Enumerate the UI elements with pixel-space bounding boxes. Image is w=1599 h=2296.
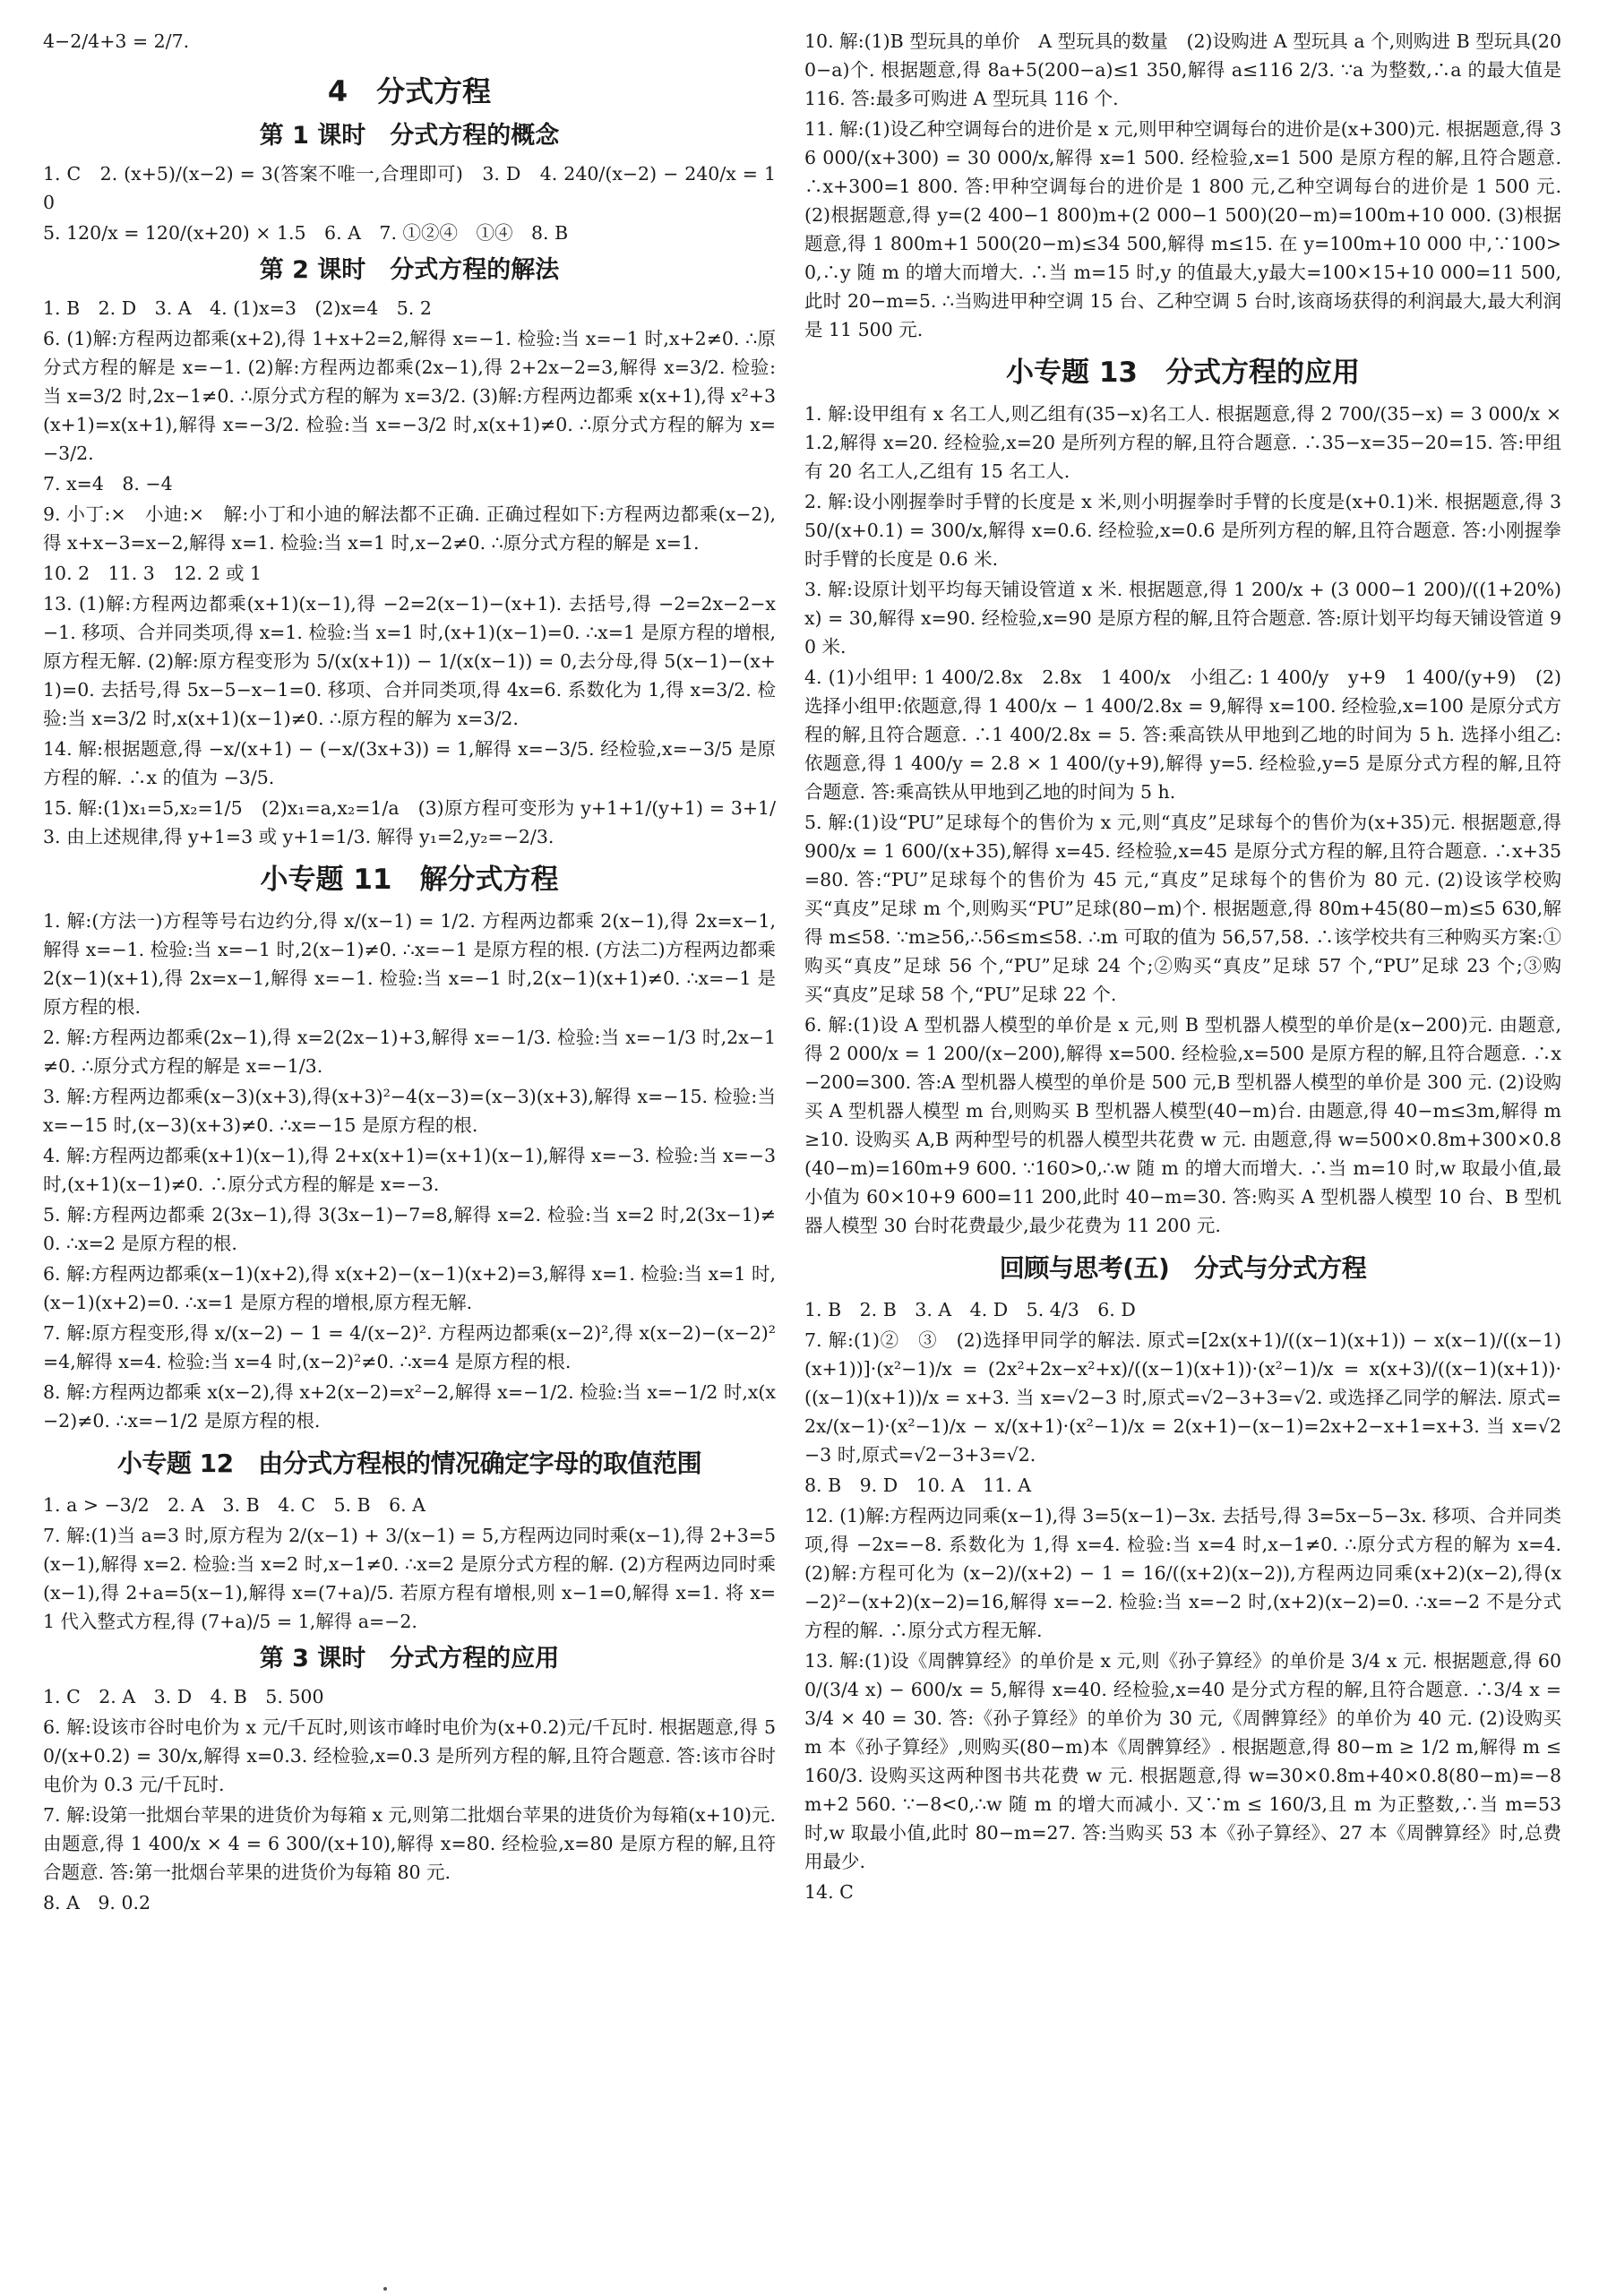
answer-block: 6. (1)解:方程两边都乘(x+2),得 1+x+2=2,解得 x=−1. 检验:当 x=−1 时,x+2≠0. ∴原分式方程的解是 x=−1. (2)解:方程两边都乘(2x−1),得 2+2x−2=3,解得 x=3/2. 检验:当 x=3/2 时,2x−1≠0. ∴原分式方程的解为 x=3/2. (3)解:方程两边都乘 x(x+1),得 x²+3(x+1)=x(x+1),解得 x=−3/2. 检验:当 x=−3/2 时,x(x+1)≠0. ∴原分式方程的解为 x=−3/2.: [43, 328, 776, 464]
left-column: [43, 27, 776, 2278]
lesson-title: 第 3 课时 分式方程的应用: [259, 1645, 560, 1673]
answer-block: 6. 解:(1)设 A 型机器人模型的单价是 x 元,则 B 型机器人模型的单价是(x−200)元. 由题意,得 2 000/x = 1 200/(x−200),解得 x=500. 经检验,x=500 是原方程的解,且符合题意. ∴x−200=300. 答:A 型机器人模型的单价是 500 元,B 型机器人模型的单价是 300 元. (2)设购买 A 型机器人模型 m 台,则购买 B 型机器人模型(40−m)台. 由题意,得 40−m≤3m,解得 m≥10. 设购买 A,B 两种型号的机器人模型共花费 w 元. 由题意,得 w=500×0.8m+300×0.8(40−m)=160m+9 600. ∵160>0,∴w 随 m 的增大而增大. ∴当 m=10 时,w 取最小值,最小值为 60×10+9 600=11 200,此时 40−m=30. 答:购买 A 型机器人模型 10 台、B 型机器人模型 30 台时花费最少,最少花费为 11 200 元.: [804, 1014, 1561, 1236]
answer-block: 7. 解:原方程变形,得 x/(x−2) − 1 = 4/(x−2)². 方程两边都乘(x−2)²,得 x(x−2)−(x−2)²=4,解得 x=4. 检验:当 x=4 时,(x−2)²≠0. ∴x=4 是原方程的根.: [43, 1322, 776, 1372]
answer-block: 2. 解:方程两边都乘(2x−1),得 x=2(2x−1)+3,解得 x=−1/3. 检验:当 x=−1/3 时,2x−1≠0. ∴原分式方程的解是 x=−1/3.: [43, 1027, 776, 1077]
answer-block: 1. 解:(方法一)方程等号右边约分,得 x/(x−1) = 1/2. 方程两边都乘 2(x−1),得 2x=x−1,解得 x=−1. 检验:当 x=−1 时,2(x−1)≠0. ∴x=−1 是原方程的根. (方法二)方程两边都乘 2(x−1)(x+1),得 2x=x−1,解得 x=−1. 检验:当 x=−1 时,2(x−1)(x+1)≠0. ∴x=−1 是原方程的根.: [43, 910, 776, 1018]
right-column: [804, 27, 1561, 2278]
answer-block: 7. 解:设第一批烟台苹果的进货价为每箱 x 元,则第二批烟台苹果的进货价为每箱(x+10)元. 由题意,得 1 400/x × 4 = 6 300/(x+10),解得 x=80. 经检验,x=80 是原方程的解,且符合题意. 答:第一批烟台苹果的进货价为每箱 80 元.: [43, 1804, 776, 1883]
answer-block: 6. 解:设该市谷时电价为 x 元/千瓦时,则该市峰时电价为(x+0.2)元/千瓦时. 根据题意,得 50/(x+0.2) = 30/x,解得 x=0.3. 经检验,x=0.3 是所列方程的解,且符合题意. 答:该市谷时电价为 0.3 元/千瓦时.: [43, 1716, 776, 1795]
answer-block: 15. 解:(1)x₁=5,x₂=1/5 (2)x₁=a,x₂=1/a (3)原方程可变形为 y+1+1/(y+1) = 3+1/3. 由上述规律,得 y+1=3 或 y+1=1/3. 解得 y₁=2,y₂=−2/3.: [43, 797, 776, 847]
answer-block: 5. 解:方程两边都乘 2(3x−1),得 3(3x−1)−7=8,解得 x=2. 检验:当 x=2 时,2(3x−1)≠0. ∴x=2 是原方程的根.: [43, 1204, 776, 1254]
answer-block: 9. 小丁:× 小迪:× 解:小丁和小迪的解法都不正确. 正确过程如下:方程两边都乘(x−2),得 x+x−3=x−2,解得 x=1. 检验:当 x=1 时,x−2≠0. ∴原分式方程的解是 x=1.: [43, 503, 776, 554]
answer-block: 6. 解:方程两边都乘(x−1)(x+2),得 x(x+2)−(x−1)(x+2)=3,解得 x=1. 检验:当 x=1 时,(x−1)(x+2)=0. ∴x=1 是原方程的增根,原方程无解.: [43, 1263, 776, 1313]
answer-block: 4. (1)小组甲: 1 400/2.8x 2.8x 1 400/x 小组乙: 1 400/y y+9 1 400/(y+9) (2)选择小组甲:依题意,得 1 400/x − 1 400/2.8x = 9,解得 x=100. 经检验,x=100 是原分式方程的解,且符合题意. ∴1 400/2.8x = 5. 答:乘高铁从甲地到乙地的时间为 5 h. 选择小组乙:依题意,得 1 400/y = 2.8 × 1 400/(y+9),解得 y=5. 经检验,y=5 是原分式方程的解,且符合题意. 答:乘高铁从甲地到乙地的时间为 5 h.: [804, 666, 1561, 803]
topic-title: 回顾与思考(五) 分式与分式方程: [999, 1253, 1367, 1283]
answer-block: 10. 解:(1)B 型玩具的单价 A 型玩具的数量 (2)设购进 A 型玩具 a 个,则购进 B 型玩具(200−a)个. 根据题意,得 8a+5(200−a)≤1 350,解得 a≤116 2/3. ∵a 为整数,∴a 的最大值是 116. 答:最多可购进 A 型玩具 116 个.: [804, 30, 1561, 109]
answer-block: 4. 解:方程两边都乘(x+1)(x−1),得 2+x(x+1)=(x+1)(x−1),解得 x=−3. 检验:当 x=−3 时,(x+1)(x−1)≠0. ∴原分式方程的解是 x=−3.: [43, 1145, 776, 1195]
lesson-title: 第 2 课时 分式方程的解法: [259, 256, 560, 284]
answer-block: 3. 解:设原计划平均每天铺设管道 x 米. 根据题意,得 1 200/x + (3 000−1 200)/((1+20%)x) = 30,解得 x=90. 经检验,x=90 是原方程的解,且符合题意. 答:原计划平均每天铺设管道 90 米.: [804, 579, 1561, 658]
answer-block: 14. C: [804, 1881, 854, 1903]
answer-block: 1. B 2. D 3. A 4. (1)x=3 (2)x=4 5. 2: [43, 297, 432, 319]
answer-block: 1. C 2. A 3. D 4. B 5. 500: [43, 1686, 324, 1707]
lesson-title: 第 1 课时 分式方程的概念: [259, 122, 560, 150]
answer-block: 13. 解:(1)设《周髀算经》的单价是 x 元,则《孙子算经》的单价是 3/4 x 元. 根据题意,得 600/(3/4 x) − 600/x = 5,解得 x=40. 经检验,x=40 是分式方程的解,且符合题意. ∴3/4 x = 3/4 × 40 = 30. 答:《孙子算经》的单价为 30 元,《周髀算经》的单价为 40 元. (2)设购买 m 本《孙子算经》,则购买(80−m)本《周髀算经》. 根据题意,得 80−m ≥ 1/2 m,解得 m ≤ 160/3. 设购买这两种图书共花费 w 元. 根据题意,得 w=30×0.8m+40×0.8(80−m)=−8m+2 560. ∵−8<0,∴w 随 m 的增大而减小. 又∵m ≤ 160/3,且 m 为正整数,∴当 m=53 时,w 取最小值,此时 80−m=27. 答:当购买 53 本《孙子算经》、27 本《周髀算经》时,总费用最少.: [804, 1650, 1561, 1872]
answer-block: 2. 解:设小刚握拳时手臂的长度是 x 米,则小明握拳时手臂的长度是(x+0.1)米. 根据题意,得 350/(x+0.1) = 300/x,解得 x=0.6. 经检验,x=0.6 是所列方程的解,且符合题意. 答:小刚握拳时手臂的长度是 0.6 米.: [804, 491, 1561, 570]
topic-title: 小专题 12 由分式方程根的情况确定字母的取值范围: [116, 1449, 702, 1478]
answer-block: 7. 解:(1)② ③ (2)选择甲同学的解法. 原式=[2x(x+1)/((x−1)(x+1)) − x(x−1)/((x−1)(x+1))]·(x²−1)/x = (2x²+2x−x²+x)/((x−1)(x+1))·(x²−1)/x = x(x+3)/((x−1)(x+1))·((x−1)(x+1))/x = x+3. 当 x=√2−3 时,原式=√2−3+3=√2. 或选择乙同学的解法. 原式= 2x/(x−1)·(x²−1)/x − x/(x+1)·(x²−1)/x = 2(x+1)−(x−1)=2x+2−x+1=x+3. 当 x=√2−3 时,原式=√2−3+3=√2.: [804, 1329, 1561, 1466]
chapter-title: 4 分式方程: [327, 74, 492, 108]
topic-title: 小专题 11 解分式方程: [260, 864, 559, 896]
answer-block: 13. (1)解:方程两边都乘(x+1)(x−1),得 −2=2(x−1)−(x+1). 去括号,得 −2=2x−2−x−1. 移项、合并同类项,得 x=1. 检验:当 x=1 时,(x+1)(x−1)=0. ∴x=1 是原方程的增根,原方程无解. (2)解:原方程变形为 5/(x(x+1)) − 1/(x(x−1)) = 0,去分母,得 5(x−1)−(x+1)=0. 去括号,得 5x−5−x−1=0. 移项、合并同类项,得 4x=6. 系数化为 1,得 x=3/2. 检验:当 x=3/2 时,x(x+1)(x−1)≠0. ∴原方程的解为 x=3/2.: [43, 593, 776, 729]
answer-block: 10. 2 11. 3 12. 2 或 1: [43, 563, 262, 584]
answer-block: 12. (1)解:方程两边同乘(x−1),得 3=5(x−1)−3x. 去括号,得 3=5x−5−3x. 移项、合并同类项,得 −2x=−8. 系数化为 1,得 x=4. 检验:当 x=4 时,x−1≠0. ∴原分式方程的解为 x=4. (2)解:方程可化为 (x−2)/(x+2) − 1 = 16/((x+2)(x−2)),方程两边同乘(x+2)(x−2),得(x−2)²−(x+2)(x−2)=16,解得 x=−2. 检验:当 x=−2 时,(x+2)(x−2)=0. ∴x=−2 不是分式方程的解. ∴原分式方程无解.: [804, 1505, 1561, 1641]
answer-block: 4−2/4+3 = 2/7.: [43, 30, 190, 52]
answer-block: 1. 解:设甲组有 x 名工人,则乙组有(35−x)名工人. 根据题意,得 2 700/(35−x) = 3 000/x × 1.2,解得 x=20. 经检验,x=20 是所列方程的解,且符合题意. ∴35−x=35−20=15. 答:甲组有 20 名工人,乙组有 15 名工人.: [804, 403, 1561, 482]
answer-block: 8. 解:方程两边都乘 x(x−2),得 x+2(x−2)=x²−2,解得 x=−1/2. 检验:当 x=−1/2 时,x(x−2)≠0. ∴x=−1/2 是原方程的根.: [43, 1381, 776, 1432]
answer-block: 11. 解:(1)设乙种空调每台的进价是 x 元,则甲种空调每台的进价是(x+300)元. 根据题意,得 36 000/(x+300) = 30 000/x,解得 x=1 500. 经检验,x=1 500 是原方程的解,且符合题意. ∴x+300=1 800. 答:甲种空调每台的进价是 1 800 元,乙种空调每台的进价是 1 500 元. (2)根据题意,得 y=(2 400−1 800)m+(2 000−1 500)(20−m)=100m+10 000. (3)根据题意,得 1 800m+1 500(20−m)≤34 500,解得 m≤15. 在 y=100m+10 000 中,∵100>0,∴y 随 m 的增大而增大. ∴当 m=15 时,y 的值最大,y最大=100×15+10 000=11 500,此时 20−m=5. ∴当购进甲种空调 15 台、乙种空调 5 台时,该商场获得的利润最大,最大利润是 11 500 元.: [804, 118, 1561, 340]
answer-block: 1. C 2. (x+5)/(x−2) = 3(答案不唯一,合理即可) 3. D 4. 240/(x−2) − 240/x = 10: [43, 163, 776, 213]
answer-block: 14. 解:根据题意,得 −x/(x+1) − (−x/(3x+3)) = 1,解得 x=−3/5. 经检验,x=−3/5 是原方程的解. ∴x 的值为 −3/5.: [43, 738, 776, 788]
answer-block: 1. B 2. B 3. A 4. D 5. 4/3 6. D: [804, 1299, 1136, 1320]
answer-block: 5. 120/x = 120/(x+20) × 1.5 6. A 7. ①②④ ①④ 8. B: [43, 222, 569, 244]
topic-title: 小专题 13 分式方程的应用: [1006, 357, 1360, 389]
answer-block: 7. 解:(1)当 a=3 时,原方程为 2/(x−1) + 3/(x−1) = 5,方程两边同时乘(x−1),得 2+3=5(x−1),解得 x=2. 检验:当 x=2 时,x−1≠0. ∴x=2 是原分式方程的解. (2)方程两边同时乘(x−1),得 2+a=5(x−1),解得 x=(7+a)/5. 若原方程有增根,则 x−1=0,解得 x=1. 将 x=1 代入整式方程,得 (7+a)/5 = 1,解得 a=−2.: [43, 1525, 776, 1632]
answer-block: 8. B 9. D 10. A 11. A: [804, 1475, 1031, 1496]
answer-block: 1. a > −3/2 2. A 3. B 4. C 5. B 6. A: [43, 1494, 426, 1516]
answer-block: 3. 解:方程两边都乘(x−3)(x+3),得(x+3)²−4(x−3)=(x−3)(x+3),解得 x=−15. 检验:当 x=−15 时,(x−3)(x+3)≠0. ∴x=−15 是原方程的根.: [43, 1086, 776, 1136]
answer-block: 7. x=4 8. −4: [43, 473, 173, 494]
answer-block: 5. 解:(1)设“PU”足球每个的售价为 x 元,则“真皮”足球每个的售价为(x+35)元. 根据题意,得 900/x = 1 600/(x+35),解得 x=45. 经检验,x=45 是原分式方程的解,且符合题意. ∴x+35=80. 答:“PU”足球每个的售价为 45 元,“真皮”足球每个的售价为 80 元. (2)设该学校购买“真皮”足球 m 个,则购买“PU”足球(80−m)个. 根据题意,得 80m+45(80−m)≤5 630,解得 m≤58. ∵m≥56,∴56≤m≤58. ∴m 可取的值为 56,57,58. ∴该学校共有三种购买方案:①购买“真皮”足球 56 个,“PU”足球 24 个;②购买“真皮”足球 57 个,“PU”足球 23 个;③购买“真皮”足球 58 个,“PU”足球 22 个.: [804, 812, 1561, 1005]
answer-block: 8. A 9. 0.2: [43, 1892, 151, 1913]
page-dot: [383, 2287, 387, 2291]
